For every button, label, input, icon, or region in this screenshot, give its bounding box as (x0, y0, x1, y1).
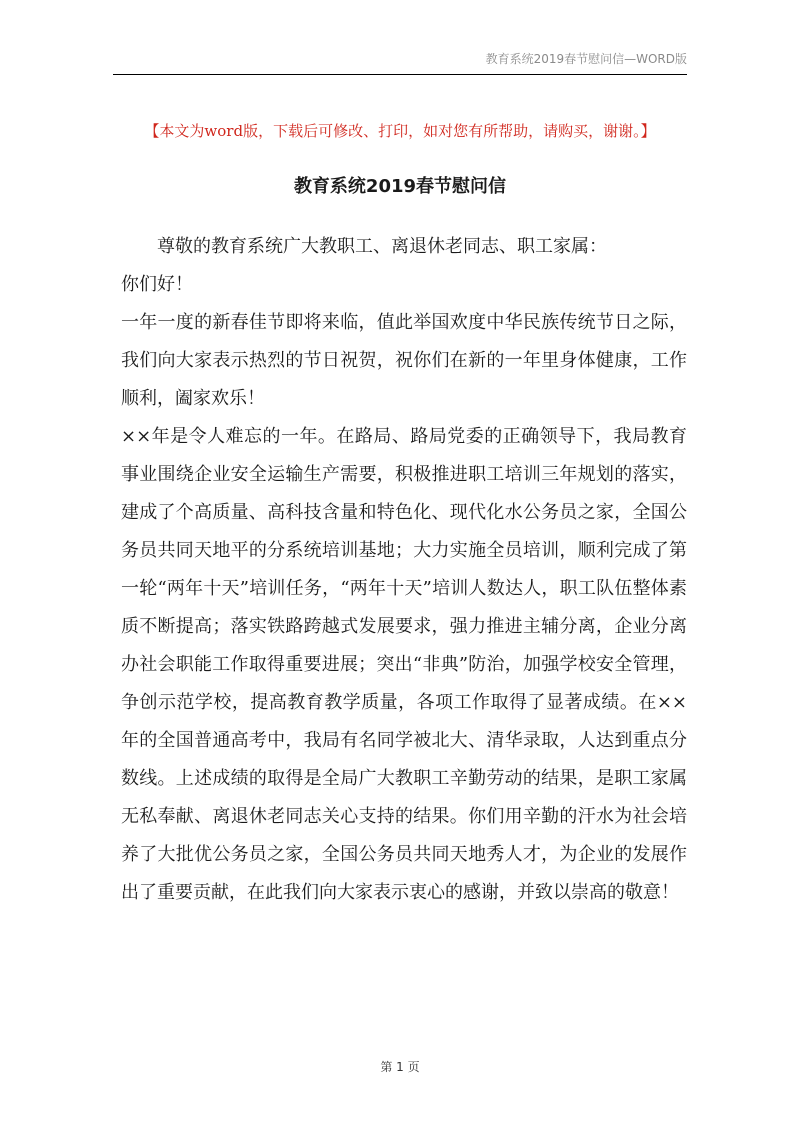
salutation: 尊敬的教育系统广大教职工、离退休老同志、职工家属： (157, 236, 607, 257)
page-number: 第 1 页 (380, 1060, 420, 1074)
page-header (113, 50, 687, 67)
header-divider (113, 74, 687, 75)
document-body (121, 228, 687, 912)
greeting: 你们好！ (121, 274, 193, 295)
purchase-notice: 【本文为word版，下载后可修改、打印，如对您有所帮助，请购买，谢谢。】 (144, 122, 656, 140)
paragraph-2: ××年是令人难忘的一年。在路局、路局党委的正确领导下，我局教育事业围绕企业安全运输生产需要，积极推进职工培训三年规划的落实，建成了个高质量、高科技含量和特色化、现代化水公务员之家，全国公务员共同天地平的分系统培训基地；大力实施全员培训，顺利完成了第一轮“两年十天”培训任务，“两年十天”培训人数达人，职工队伍整体素质不断提高；落实铁路跨越式发展要求，强力推进主辅分离，企业分离办社会职能工作取得重要进展；突出“非典”防治，加强学校安全管理，争创示范学校，提高教育教学质量，各项工作取得了显著成绩。在××年的全国普通高考中，我局有名同学被北大、清华录取，人达到重点分数线。上述成绩的取得是全局广大教职工辛勤劳动的结果，是职工家属无私奉献、离退休老同志关心支持的结果。你们用辛勤的汗水为社会培养了大批优公务员之家，全国公务员共同天地秀人才，为企业的发展作出了重要贡献，在此我们向大家表示衷心的感谢，并致以崇高的敬意！ (121, 426, 687, 903)
document-title: 教育系统2019春节慰问信 (293, 176, 507, 197)
paragraph-1: 一年一度的新春佳节即将来临，值此举国欢度中华民族传统节日之际，我们向大家表示热烈的节日祝贺，祝你们在新的一年里身体健康，工作顺利，阖家欢乐！ (121, 312, 687, 409)
header-text: 教育系统2019春节慰问信—WORD版 (485, 52, 687, 66)
